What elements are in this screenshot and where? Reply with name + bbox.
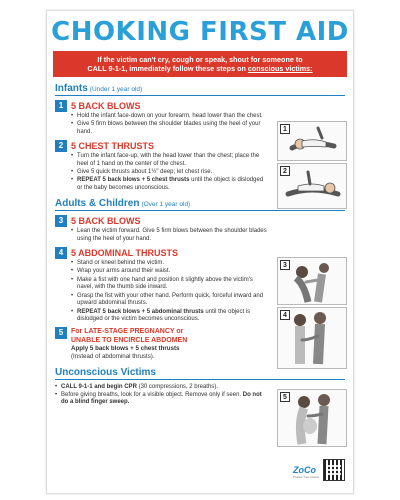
unconscious-heading: Unconscious Victims [55,366,156,378]
section-divider [55,379,345,380]
section-divider [55,95,345,96]
choking-poster [46,10,354,494]
adults-subheading: (Over 1 year old) [141,201,191,209]
bullet-item: • Stand or kneel behind the victim. [71,260,267,267]
bullet-item: • REPEAT 5 back blows + 5 chest thrusts until the object is dislodged or the baby becomes unconscious. [71,177,267,192]
infants-heading: Infants (Under 1 year old) [55,83,143,94]
step-bullets [55,384,265,407]
illustration-4 [277,307,347,369]
illustration-2 [277,163,347,209]
illustration-number: 2 [280,166,290,176]
bullet-item: • Grasp the fist with your other hand. Perform quick, forceful inward and upward abdominal thrusts. [71,293,267,308]
step-number: 5 [55,327,67,339]
step-bullets [71,228,267,243]
step-number: 1 [55,100,67,112]
banner-emphasis: conscious victims: [247,64,313,73]
banner-line-2: CALL 9-1-1, immediately follow these steps on conscious victims: [87,64,313,73]
section-divider [55,210,345,211]
adults-heading: Adults & Children (Over 1 year old) [55,198,191,210]
warning-banner [53,51,347,77]
illustration-number: 5 [280,392,290,402]
step-title: 5 CHEST THRUSTS [71,141,155,152]
brand-logo: ZoCo Protect Your Assets [292,465,319,479]
illustration-number: 1 [280,124,290,134]
bullet-item: • Hold the infant face-down on your forearm, head lower than the chest. [71,113,267,120]
infants-subheading: (Under 1 year old) [89,86,143,93]
step-title: 5 ABDOMINAL THRUSTS [71,248,179,259]
bullet-item: • Wrap your arms around their waist. [71,268,267,275]
banner-line-1: If the victim can't cry, cough or speak, shout for someone to [97,55,303,64]
bullet-item: • REPEAT 5 back blows + 5 abdominal thrusts until the object is dislodged or the victim becomes unconscious. [71,309,267,324]
step-bullets [71,113,267,136]
brand-tagline: Protect Your Assets [292,475,319,479]
step-bullets [71,153,267,192]
step-apply: Apply 5 back blows + 5 chest thrusts [71,345,180,353]
step-number: 2 [55,140,67,152]
illustration-3 [277,257,347,305]
illustration-1 [277,121,347,161]
bullet-item: • Before giving breaths, look for a visible object. Remove only if seen. Do not do a blind finger sweep. [55,392,265,407]
bullet-item: • Turn the infant face-up, with the head lower than the chest; place the heel of 1 hand on the center of the chest. [71,153,267,168]
bullet-item: • Give 5 firm blows between the shoulder blades using the heel of your hand. [71,121,267,136]
poster-title: CHOKING FIRST AID [51,17,349,47]
illustration-number: 3 [280,260,290,270]
bullet-item: • Give 5 quick thrusts about 1½" deep; let chest rise. [71,169,267,176]
qr-code-icon [323,459,345,481]
step-3 [55,215,345,243]
illustration-number: 4 [280,310,290,320]
step-title: UNABLE TO ENCIRCLE ABDOMEN [71,337,188,345]
bullet-item: • Make a fist with one hand and position it slightly above the victim's navel, with the thumb side inward. [71,277,267,292]
step-number: 4 [55,247,67,259]
step-bullets [71,260,267,323]
bullet-item: • Lean the victim forward. Give 5 firm blows between the shoulder blades using the heel of your hand. [71,228,267,243]
step-title: For LATE-STAGE PREGNANCY or [71,328,184,336]
step-instead: (Instead of abdominal thrusts). [71,352,155,360]
illustration-5 [277,389,347,447]
step-title: 5 BACK BLOWS [71,216,141,227]
step-number: 3 [55,215,67,227]
step-title: 5 BACK BLOWS [71,101,141,111]
bullet-item: • CALL 9-1-1 and begin CPR (30 compressions, 2 breaths). [55,384,265,391]
